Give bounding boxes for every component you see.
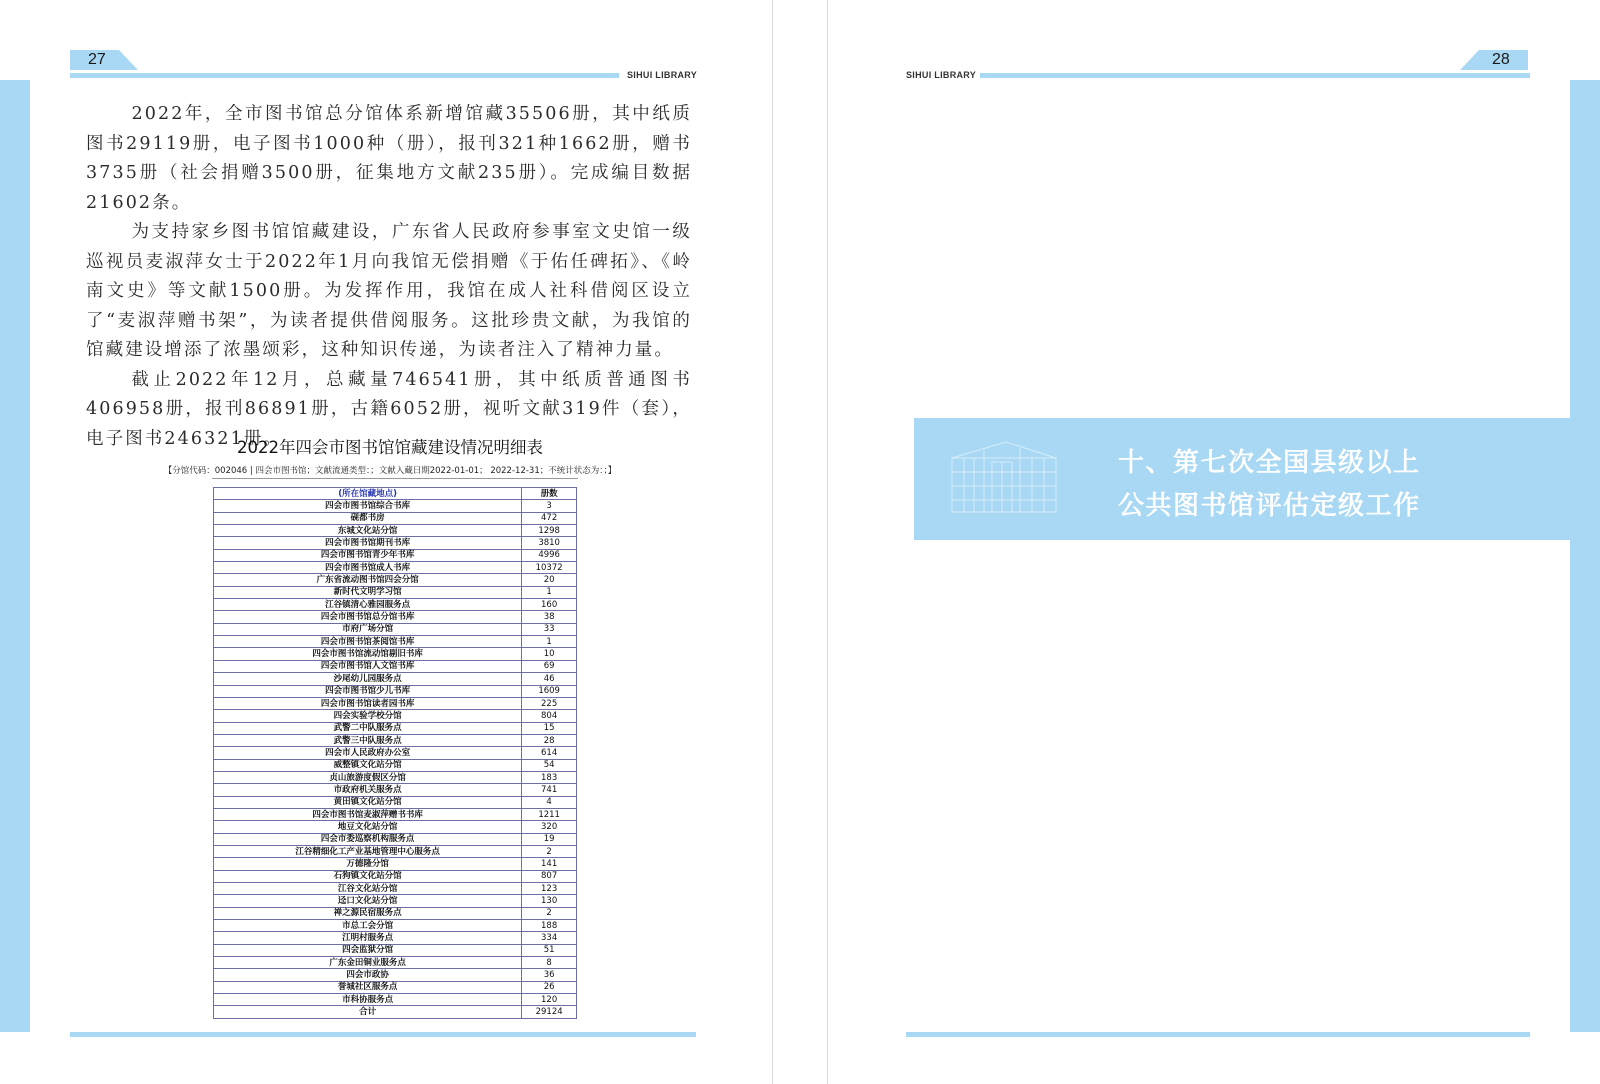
table-row bbox=[214, 722, 577, 734]
table-row bbox=[214, 969, 577, 981]
section-title bbox=[1118, 442, 1558, 528]
row-location-name: 四会市图书馆总分馆书库 bbox=[214, 611, 522, 623]
row-location-name: 四会市人民政府办公室 bbox=[214, 747, 522, 759]
row-location-name: 广东省流动图书馆四会分馆 bbox=[214, 574, 522, 586]
row-location-name: 万德隆分馆 bbox=[214, 858, 522, 870]
row-count: 183 bbox=[522, 771, 577, 783]
row-location-name: 砚都书房 bbox=[214, 512, 522, 524]
table-row bbox=[214, 920, 577, 932]
page-gutter bbox=[772, 0, 828, 1084]
row-count: 188 bbox=[522, 920, 577, 932]
row-count: 1609 bbox=[522, 685, 577, 697]
row-count: 69 bbox=[522, 660, 577, 672]
row-count: 472 bbox=[522, 512, 577, 524]
row-location-name: 四会市图书馆少儿书库 bbox=[214, 685, 522, 697]
row-count: 614 bbox=[522, 747, 577, 759]
row-location-name: 四会市图书馆茶阅馆书库 bbox=[214, 636, 522, 648]
table-row bbox=[214, 734, 577, 746]
table-header-row bbox=[214, 488, 577, 500]
table-row bbox=[214, 821, 577, 833]
row-count: 804 bbox=[522, 710, 577, 722]
row-location-name: 江谷文化站分馆 bbox=[214, 883, 522, 895]
table-row bbox=[214, 636, 577, 648]
table-body bbox=[214, 500, 577, 1018]
row-count: 1298 bbox=[522, 525, 577, 537]
table-row bbox=[214, 895, 577, 907]
row-location-name: 合计 bbox=[214, 1006, 522, 1018]
row-location-name: 威整镇文化站分馆 bbox=[214, 759, 522, 771]
row-location-name: 四会实验学校分馆 bbox=[214, 710, 522, 722]
table-row bbox=[214, 500, 577, 512]
row-count: 141 bbox=[522, 858, 577, 870]
table-row bbox=[214, 673, 577, 685]
right-side-accent-bar bbox=[1570, 80, 1600, 1032]
table-row bbox=[214, 883, 577, 895]
row-count: 29124 bbox=[522, 1006, 577, 1018]
row-count: 26 bbox=[522, 981, 577, 993]
right-header-rule bbox=[980, 73, 1530, 78]
row-location-name: 四会市委巡察机构服务点 bbox=[214, 833, 522, 845]
row-count: 3 bbox=[522, 500, 577, 512]
row-location-name: 武警三中队服务点 bbox=[214, 734, 522, 746]
table-note-divider bbox=[212, 478, 578, 479]
row-location-name: 广东金田铜业服务点 bbox=[214, 957, 522, 969]
row-location-name: 东城文化站分馆 bbox=[214, 525, 522, 537]
table-row bbox=[214, 907, 577, 919]
library-building-icon bbox=[944, 438, 1062, 514]
row-location-name: 四会市图书馆综合书库 bbox=[214, 500, 522, 512]
row-location-name: 誉城社区服务点 bbox=[214, 981, 522, 993]
row-location-name: 市科协服务点 bbox=[214, 994, 522, 1006]
row-location-name: 江谷精细化工产业基地管理中心服务点 bbox=[214, 845, 522, 857]
table-row bbox=[214, 833, 577, 845]
row-count: 807 bbox=[522, 870, 577, 882]
left-header-rule bbox=[70, 73, 619, 78]
table-row bbox=[214, 870, 577, 882]
row-location-name: 武警二中队服务点 bbox=[214, 722, 522, 734]
row-location-name: 四会市图书馆流动馆剔旧书库 bbox=[214, 648, 522, 660]
row-location-name: 江明村服务点 bbox=[214, 932, 522, 944]
row-count: 33 bbox=[522, 623, 577, 635]
table-row bbox=[214, 685, 577, 697]
table-row bbox=[214, 525, 577, 537]
row-location-name: 地豆文化站分馆 bbox=[214, 821, 522, 833]
row-location-name: 市总工会分馆 bbox=[214, 920, 522, 932]
row-location-name: 市政府机关服务点 bbox=[214, 784, 522, 796]
table-row bbox=[214, 845, 577, 857]
table-row bbox=[214, 932, 577, 944]
left-footer-rule bbox=[70, 1032, 696, 1037]
table-row bbox=[214, 771, 577, 783]
table-row bbox=[214, 808, 577, 820]
row-count: 4 bbox=[522, 796, 577, 808]
table-row bbox=[214, 759, 577, 771]
header-location[interactable]: (所在馆藏地点) bbox=[214, 488, 522, 500]
row-location-name: 四会市图书馆青少年书库 bbox=[214, 549, 522, 561]
row-count: 334 bbox=[522, 932, 577, 944]
row-count: 10 bbox=[522, 648, 577, 660]
row-location-name: 四会市图书馆人文馆书库 bbox=[214, 660, 522, 672]
table-row bbox=[214, 562, 577, 574]
row-count: 320 bbox=[522, 821, 577, 833]
table-row bbox=[214, 660, 577, 672]
table-row bbox=[214, 648, 577, 660]
table-row bbox=[214, 586, 577, 598]
left-page-number: 27 bbox=[88, 51, 106, 68]
row-location-name: 沙尾幼儿园服务点 bbox=[214, 673, 522, 685]
right-brand-label: SIHUI LIBRARY bbox=[906, 70, 977, 80]
left-body-text bbox=[86, 100, 692, 454]
row-location-name: 石狗镇文化站分馆 bbox=[214, 870, 522, 882]
row-count: 51 bbox=[522, 944, 577, 956]
row-location-name: 四会市图书馆期刊书库 bbox=[214, 537, 522, 549]
table-row bbox=[214, 981, 577, 993]
paragraph-2: 为支持家乡图书馆馆藏建设，广东省人民政府参事室文史馆一级巡视员麦淑萍女士于2022年1月向我馆无偿捐赠《于佑任碑拓》、《岭南文史》等文献1500册。为发挥作用，我馆在成人社科借阅区设立了“麦淑萍赠书架”，为读者提供借阅服务。这批珍贵文献，为我馆的馆藏建设增添了浓墨颂彩，这种知识传递，为读者注入了精神力量。 bbox=[86, 222, 692, 360]
paragraph-3: 截止2022年12月，总藏量746541册，其中纸质普通图书406958册，报刊86891册，古籍6052册，视听文献319件（套），电子图书246321册。 bbox=[86, 369, 692, 449]
row-count: 19 bbox=[522, 833, 577, 845]
row-count: 46 bbox=[522, 673, 577, 685]
row-count: 3810 bbox=[522, 537, 577, 549]
row-count: 8 bbox=[522, 957, 577, 969]
row-count: 2 bbox=[522, 845, 577, 857]
row-count: 120 bbox=[522, 994, 577, 1006]
section-title-line-1: 十、第七次全国县级以上 bbox=[1118, 448, 1421, 478]
table-row bbox=[214, 599, 577, 611]
paragraph-1: 2022年，全市图书馆总分馆体系新增馆藏35506册，其中纸质图书29119册，电子图书1000种（册），报刊321种1662册，赠书3735册（社会捐赠3500册，征集地方文献235册）。完成编目数据21602条。 bbox=[86, 104, 692, 213]
table-row bbox=[214, 512, 577, 524]
row-location-name: 黄田镇文化站分馆 bbox=[214, 796, 522, 808]
row-count: 160 bbox=[522, 599, 577, 611]
row-location-name: 市府广场分馆 bbox=[214, 623, 522, 635]
table-row bbox=[214, 697, 577, 709]
table-row bbox=[214, 710, 577, 722]
table-row bbox=[214, 611, 577, 623]
row-location-name: 江谷镇清心雅园服务点 bbox=[214, 599, 522, 611]
table-row bbox=[214, 623, 577, 635]
table-title: 2022年四会市图书馆馆藏建设情况明细表 bbox=[237, 438, 543, 457]
row-location-name: 四会监狱分馆 bbox=[214, 944, 522, 956]
row-count: 15 bbox=[522, 722, 577, 734]
row-location-name: 四会市政协 bbox=[214, 969, 522, 981]
collection-stats-table bbox=[213, 487, 577, 1019]
row-count: 28 bbox=[522, 734, 577, 746]
row-location-name: 四会市图书馆麦淑萍赠书书库 bbox=[214, 808, 522, 820]
table-row bbox=[214, 574, 577, 586]
row-location-name: 四会市图书馆成人书库 bbox=[214, 562, 522, 574]
row-location-name: 禅之源民宿服务点 bbox=[214, 907, 522, 919]
row-location-name: 迳口文化站分馆 bbox=[214, 895, 522, 907]
table-row bbox=[214, 796, 577, 808]
row-location-name: 四会市图书馆读者园书库 bbox=[214, 697, 522, 709]
section-title-line-2: 公共图书馆评估定级工作 bbox=[1118, 491, 1421, 521]
row-count: 4996 bbox=[522, 549, 577, 561]
row-count: 1 bbox=[522, 586, 577, 598]
row-count: 741 bbox=[522, 784, 577, 796]
row-count: 1 bbox=[522, 636, 577, 648]
table-row bbox=[214, 994, 577, 1006]
row-count: 1211 bbox=[522, 808, 577, 820]
right-page bbox=[828, 0, 1600, 1084]
table-row bbox=[214, 747, 577, 759]
right-page-number: 28 bbox=[1492, 51, 1510, 68]
table-row bbox=[214, 549, 577, 561]
table-query-note: 【分馆代码：002046 | 四会市图书馆；文献流通类型：；文献入藏日期2022-01-01； 2022-12-31；不统计状态为：；】 bbox=[163, 466, 617, 476]
row-count: 130 bbox=[522, 895, 577, 907]
row-count: 54 bbox=[522, 759, 577, 771]
row-count: 38 bbox=[522, 611, 577, 623]
table-row bbox=[214, 1006, 577, 1018]
left-brand-label: SIHUI LIBRARY bbox=[627, 70, 698, 80]
row-count: 123 bbox=[522, 883, 577, 895]
header-count: 册数 bbox=[522, 488, 577, 500]
right-footer-rule bbox=[906, 1032, 1530, 1037]
row-location-name: 贞山旅游度假区分馆 bbox=[214, 771, 522, 783]
row-count: 225 bbox=[522, 697, 577, 709]
table-row bbox=[214, 537, 577, 549]
row-count: 2 bbox=[522, 907, 577, 919]
table-row bbox=[214, 944, 577, 956]
table-row bbox=[214, 858, 577, 870]
table-row bbox=[214, 957, 577, 969]
row-count: 20 bbox=[522, 574, 577, 586]
row-count: 36 bbox=[522, 969, 577, 981]
row-location-name: 新时代文明学习馆 bbox=[214, 586, 522, 598]
row-count: 10372 bbox=[522, 562, 577, 574]
table-row bbox=[214, 784, 577, 796]
left-side-accent-bar bbox=[0, 80, 30, 1032]
